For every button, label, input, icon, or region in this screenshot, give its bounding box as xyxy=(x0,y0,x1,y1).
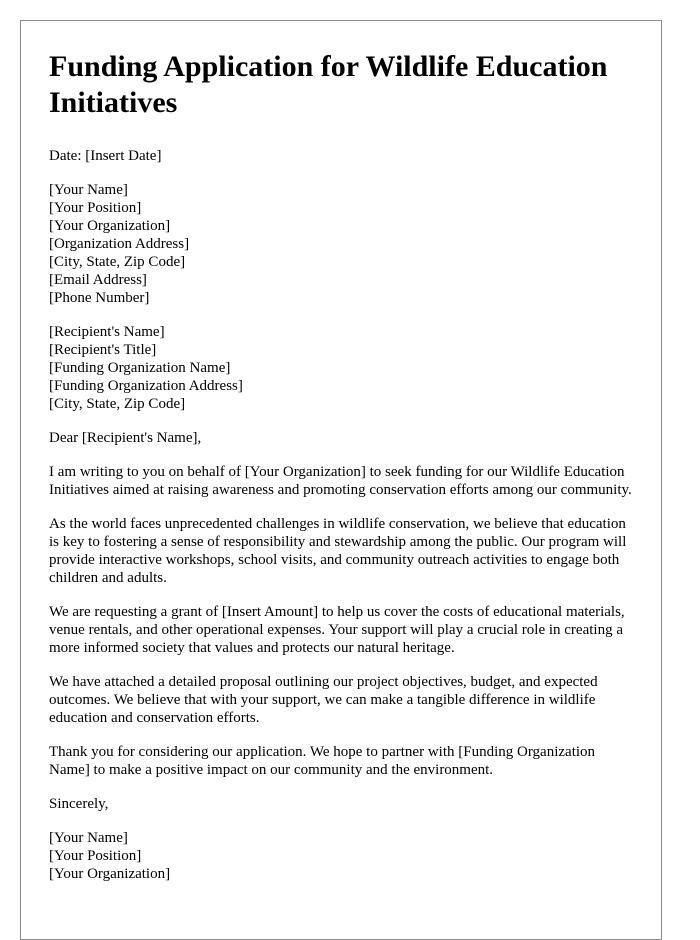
funding-organization-address: [Funding Organization Address] xyxy=(49,378,243,394)
signature-organization: [Your Organization] xyxy=(49,866,171,882)
letter-content xyxy=(21,21,661,883)
recipient-name: [Recipient's Name] xyxy=(49,324,165,340)
body-paragraph: As the world faces unprecedented challenges in wildlife conservation, we believe that education is key to fostering a sense of responsibility and stewardship among the public. Our program will provide interactive workshops, school visits, and community outreach activities to engage both children and adults. xyxy=(49,516,627,586)
letter-page xyxy=(20,20,662,940)
body-paragraph: Thank you for considering our application. We hope to partner with [Funding Organization Name] to make a positive impact on our community and the environment. xyxy=(49,744,596,778)
sender-address xyxy=(49,181,633,307)
sender-email: [Email Address] xyxy=(49,272,147,288)
recipient-title: [Recipient's Title] xyxy=(49,342,157,358)
sender-name: [Your Name] xyxy=(49,182,128,198)
sender-phone: [Phone Number] xyxy=(49,290,150,306)
closing: Sincerely, xyxy=(49,796,109,812)
date-line: Date: [Insert Date] xyxy=(49,148,162,164)
recipient-address xyxy=(49,323,633,413)
signature-block xyxy=(49,829,633,883)
sender-city-state-zip: [City, State, Zip Code] xyxy=(49,254,186,270)
funding-organization-name: [Funding Organization Name] xyxy=(49,360,231,376)
body-paragraph: I am writing to you on behalf of [Your Organization] to seek funding for our Wildlife Education Initiatives aimed at raising awareness and promoting conservation efforts among our community. xyxy=(49,464,632,498)
recipient-city-state-zip: [City, State, Zip Code] xyxy=(49,396,186,412)
salutation: Dear [Recipient's Name], xyxy=(49,430,202,446)
signature-position: [Your Position] xyxy=(49,848,142,864)
sender-organization: [Your Organization] xyxy=(49,218,171,234)
body-paragraph: We are requesting a grant of [Insert Amount] to help us cover the costs of educational materials, venue rentals, and other operational expenses. Your support will play a crucial role in creating a more informed society that values and protects our natural heritage. xyxy=(49,604,625,656)
signature-name: [Your Name] xyxy=(49,830,128,846)
body-paragraph: We have attached a detailed proposal outlining our project objectives, budget, and expected outcomes. We believe that with your support, we can make a tangible difference in wildlife education and conservation efforts. xyxy=(49,674,598,726)
letter-title: Funding Application for Wildlife Education Initiatives xyxy=(49,50,608,119)
sender-position: [Your Position] xyxy=(49,200,142,216)
sender-organization-address: [Organization Address] xyxy=(49,236,190,252)
